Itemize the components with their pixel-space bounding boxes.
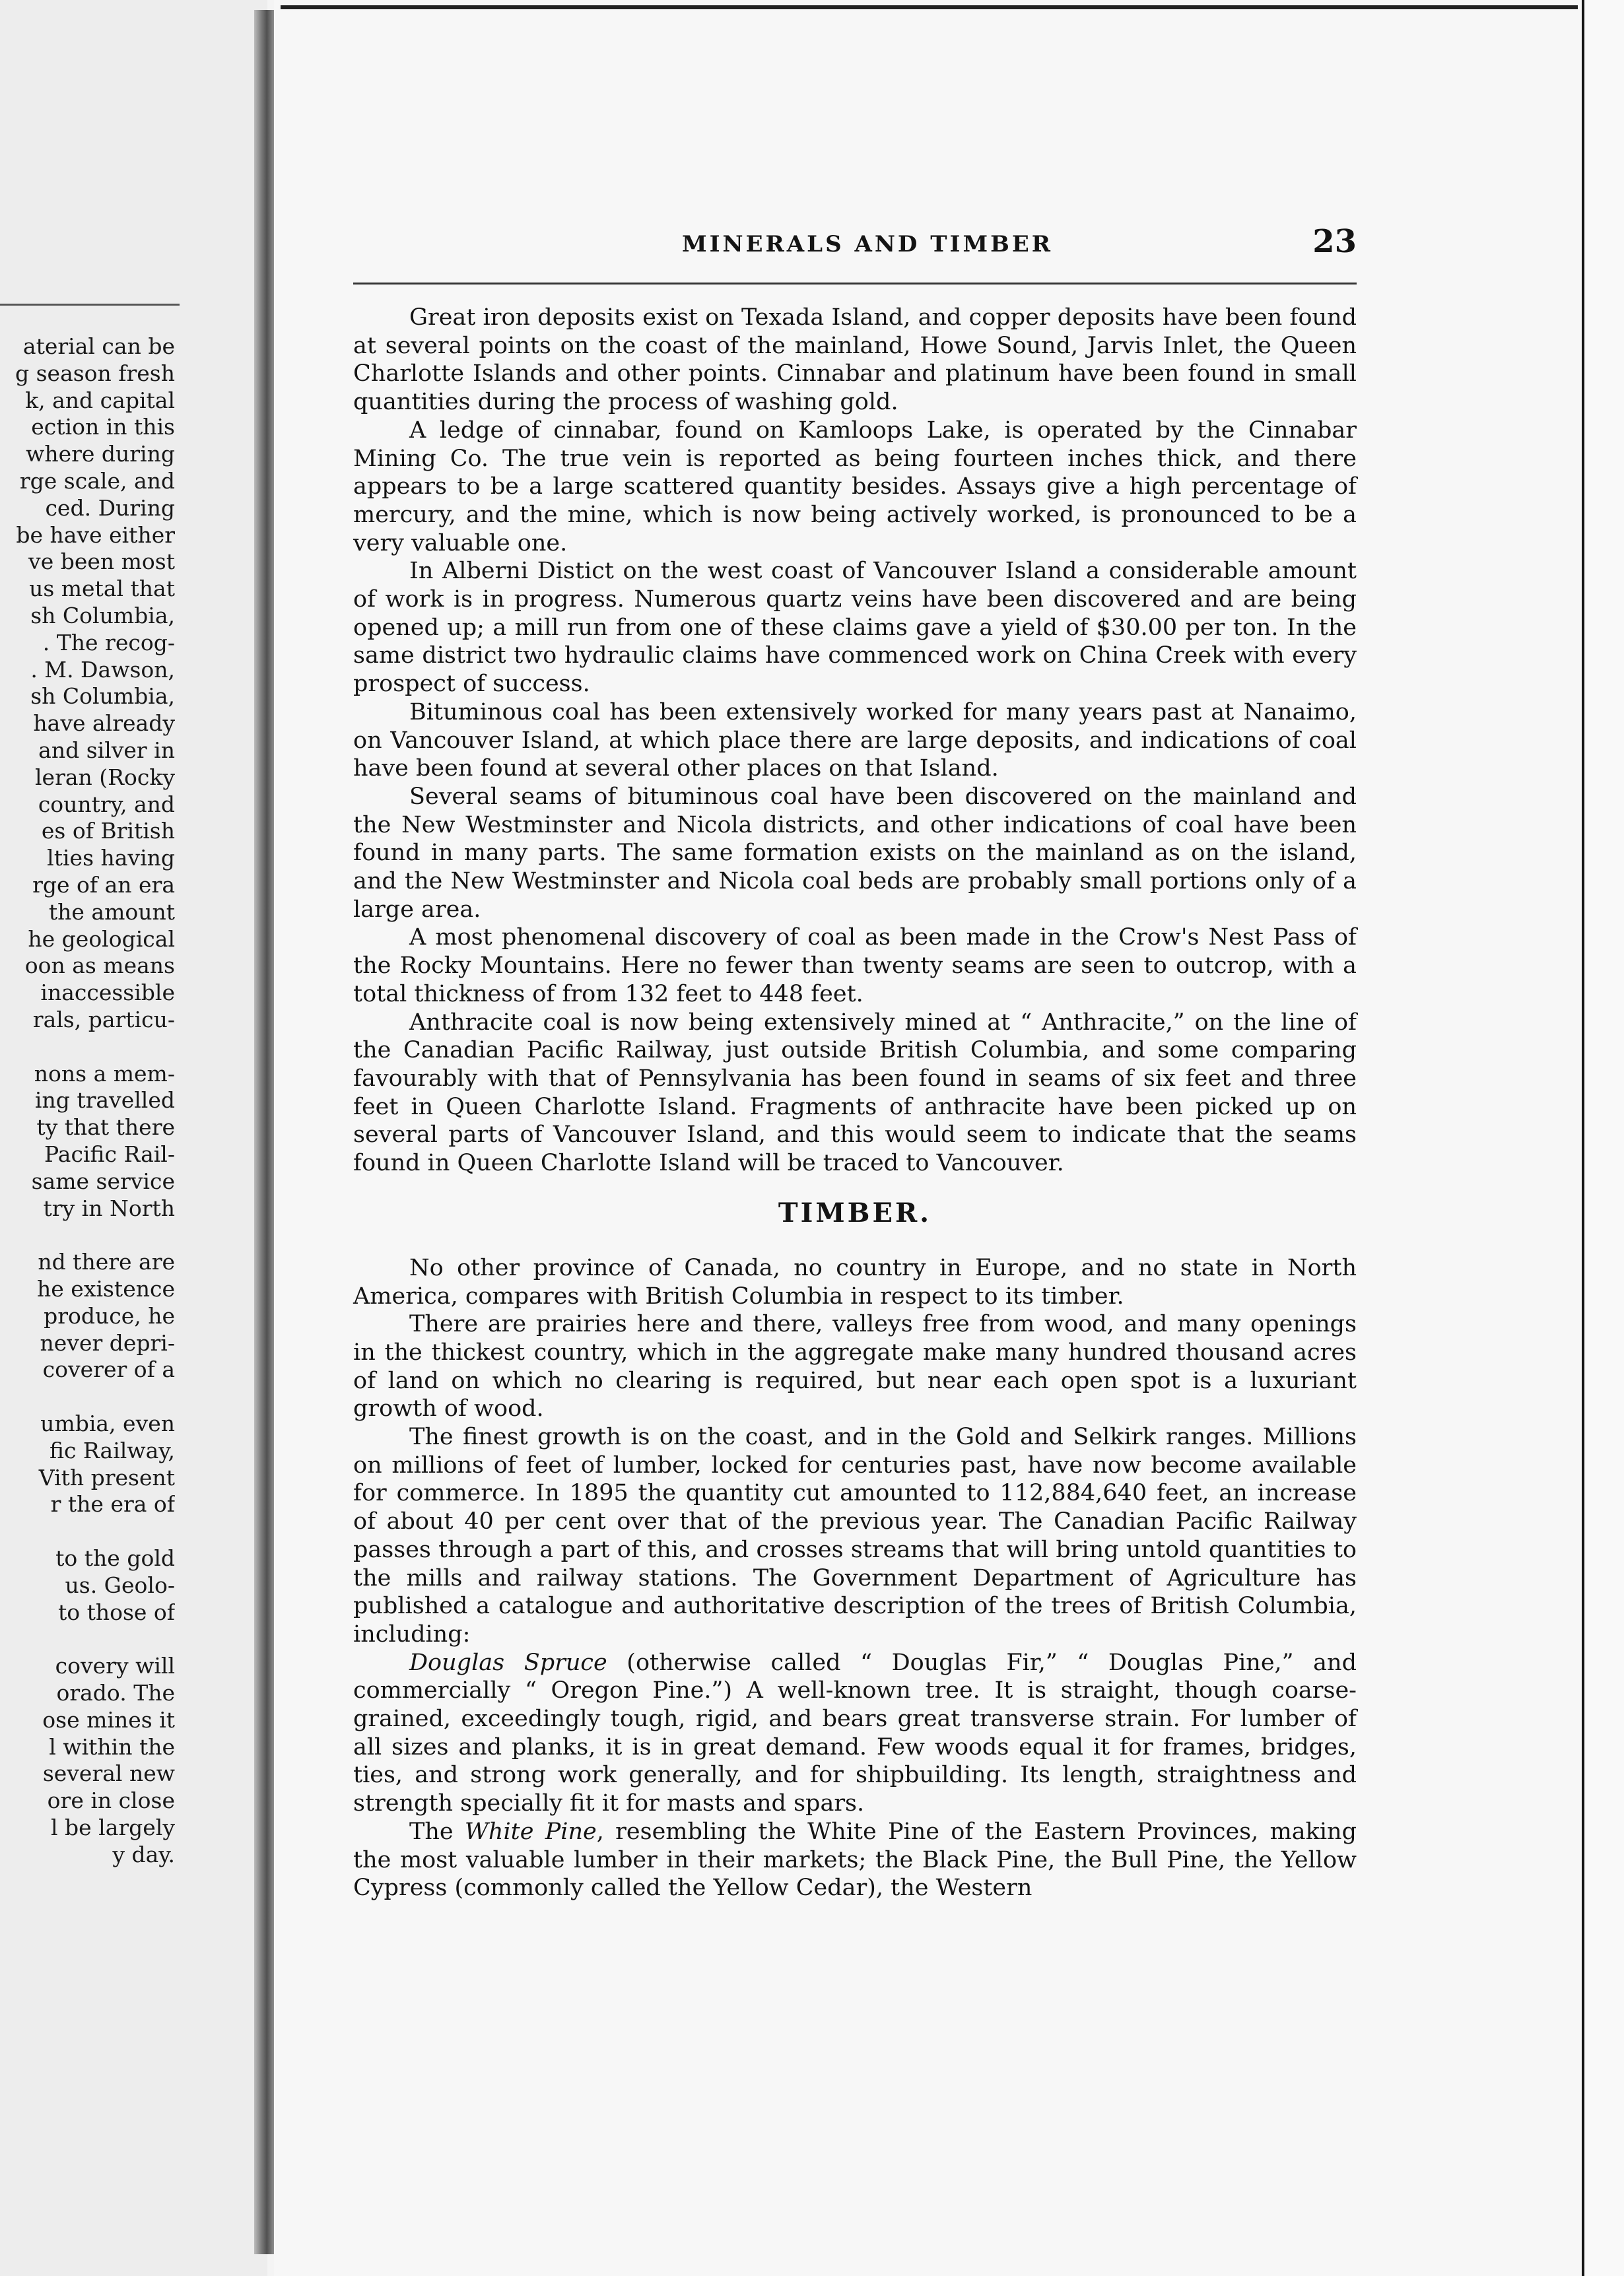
- previous-page-line: Pacific Rail-: [44, 1141, 175, 1167]
- previous-page-line: have already: [33, 710, 175, 737]
- book-gutter: [254, 10, 275, 2254]
- paragraph-bituminous-mainland: Several seams of bituminous coal have been discovered on the mainland and the New Westminster and Nicola districts, and other indications of coal have been found in many parts. The same formation exists on the mainland as on the island, and the New Westminster and Nicola coal beds are probably small portions only of a large area.: [353, 783, 1357, 923]
- previous-page-line: ty that there: [36, 1114, 175, 1141]
- previous-page-line: where during: [26, 441, 175, 467]
- term-douglas-spruce: Douglas Spruce: [409, 1649, 607, 1676]
- previous-page-line: and silver in: [38, 737, 175, 763]
- previous-page-line: lties having: [47, 845, 175, 871]
- paragraph-anthracite: Anthracite coal is now being extensively mined at “ Anthracite,” on the line of the Canadian Pacific Railway, just outside British Columbia, and some comparing favourably with that of Pennsylvania has been found in seams of six feet and three feet in Queen Charlotte Island. Fragments of anthracite have been picked up on several parts of Vancouver Island, and this would seem to indicate that the seams found in Queen Charlotte Island will be traced to Vancouver.: [353, 1009, 1357, 1177]
- previous-page-line: he existence: [37, 1276, 175, 1302]
- paragraph-cinnabar: A ledge of cinnabar, found on Kamloops Lake, is operated by the Cinnabar Mining Co. The true vein is reported as being fourteen inches thick, and there appears to be a large scattered quantity besides. Assays give a high percentage of mercury, and the mine, which is now being actively worked, is pronounced to be a very valuable one.: [353, 417, 1357, 556]
- paragraph-douglas-spruce: [353, 1649, 1357, 1818]
- previous-page-line: coverer of a: [42, 1356, 175, 1383]
- previous-page-line: sh Columbia,: [30, 603, 175, 628]
- previous-page-line: country, and: [38, 791, 175, 817]
- previous-page-line: y day.: [112, 1841, 175, 1867]
- previous-page-line: aterial can be: [22, 333, 175, 359]
- previous-page-line: the amount: [48, 898, 175, 925]
- top-edge-rule: [281, 5, 1578, 9]
- paragraph-white-pine: [353, 1818, 1357, 1902]
- previous-page-line: ve been most: [28, 549, 175, 575]
- running-title: MINERALS AND TIMBER: [682, 231, 1053, 257]
- right-page-edge: [1582, 0, 1624, 2276]
- previous-page-line: ing travelled: [34, 1087, 175, 1114]
- term-white-pine: White Pine: [464, 1818, 597, 1845]
- previous-page-line: orado. The: [56, 1680, 175, 1706]
- previous-page-line: produce, he: [44, 1302, 175, 1329]
- previous-page-line: try in North: [43, 1195, 175, 1221]
- previous-page-line: Vith present: [38, 1464, 175, 1490]
- paragraph-iron-copper: Great iron deposits exist on Texada Island, and copper deposits have been found at several points on the coast of the mainland, Howe Sound, Jarvis Inlet, the Queen Charlotte Islands and other points. Cinnabar and platinum have been found in small quantities during the process of washing gold.: [353, 304, 1357, 416]
- previous-page-line: he geological: [28, 925, 175, 952]
- paragraph-bituminous-nanaimo: Bituminous coal has been extensively worked for many years past at Nanaimo, on Vancouver Island, at which place there are large deposits, and indications of coal have been found at several other places on that Island.: [353, 698, 1357, 782]
- previous-page-line: covery will: [55, 1653, 175, 1679]
- previous-page-line: leran (Rocky: [35, 764, 175, 790]
- previous-page-line: sh Columbia,: [30, 683, 175, 710]
- previous-page-line: k, and capital: [25, 387, 175, 413]
- body-text: [353, 304, 1357, 1902]
- previous-page-line: ection in this: [31, 414, 175, 440]
- previous-page-line: umbia, even: [40, 1411, 175, 1436]
- header-rule: [353, 283, 1357, 284]
- previous-page-line: same service: [31, 1168, 175, 1194]
- previous-page-line: ced. During: [45, 494, 175, 521]
- previous-page-line: l within the: [49, 1733, 175, 1760]
- white-pine-text: , resembling the White Pine of the Eastern Provinces, making the most valuable lumber in their markets; the Black Pine, the Bull Pine, the Yellow Cypress (commonly called the Yellow Cedar), the Western: [353, 1818, 1357, 1902]
- previous-page-line: us. Geolo-: [65, 1572, 175, 1598]
- previous-page-line: us metal that: [29, 576, 175, 602]
- paragraph-timber-intro: No other province of Canada, no country in Europe, and no state in North America, compares with British Columbia in respect to its timber.: [353, 1254, 1357, 1310]
- previous-page-column: [0, 0, 175, 2276]
- page-number: 23: [1312, 223, 1357, 260]
- previous-page-line: . M. Dawson,: [30, 656, 175, 683]
- previous-page-line: to those of: [57, 1599, 175, 1625]
- previous-page-line: nd there are: [38, 1249, 175, 1275]
- previous-page-line: inaccessible: [40, 980, 175, 1006]
- douglas-spruce-text: (otherwise called “ Douglas Fir,” “ Douglas Pine,” and commercially “ Oregon Pine.”) A well-known tree. It is straight, though coarse-grained, exceedingly tough, rigid, and bears great transverse strain. For lumber of all sizes and planks, it is in great demand. Few woods equal it for frames, bridges, ties, and strong work generally, and for shipbuilding. Its length, straightness and strength specially fit it for masts and spars.: [353, 1649, 1357, 1817]
- previous-page-line: . The recog-: [42, 629, 175, 655]
- previous-page-line: g season fresh: [15, 360, 175, 386]
- previous-page-line: rge scale, and: [19, 468, 175, 494]
- paragraph-crows-nest: A most phenomenal discovery of coal as been made in the Crow's Nest Pass of the Rocky Mountains. Here no fewer than twenty seams are seen to outcrop, with a total thickness of from 132 feet to 448 feet.: [353, 924, 1357, 1007]
- previous-page-line: l be largely: [50, 1815, 175, 1840]
- previous-page-line: to the gold: [55, 1545, 175, 1571]
- previous-page-line: oon as means: [24, 953, 175, 979]
- previous-page-line: nons a mem-: [34, 1060, 175, 1087]
- paragraph-alberni: In Alberni Distict on the west coast of Vancouver Island a considerable amount of work is in progress. Numerous quartz veins have been discovered and are being opened up; a mill run from one of these claims gave a yield of $30.00 per ton. In the same district two hydraulic claims have commenced work on China Creek with every prospect of success.: [353, 558, 1357, 698]
- paragraph-prairies: There are prairies here and there, valleys free from wood, and many openings in the thickest country, which in the aggregate make many hundred thousand acres of land on which no clearing is required, but near each open spot is a luxuriant growth of wood.: [353, 1311, 1357, 1422]
- previous-page-line: be have either: [16, 521, 175, 548]
- previous-page-line: ose mines it: [42, 1706, 175, 1733]
- section-title-timber: TIMBER.: [778, 1197, 932, 1228]
- previous-page-line: ore in close: [47, 1788, 175, 1814]
- previous-page-rule: [0, 304, 180, 306]
- previous-page-line: fic Railway,: [49, 1437, 175, 1463]
- previous-page-line: several new: [42, 1760, 175, 1787]
- paragraph-finest-growth: The finest growth is on the coast, and in the Gold and Selkirk ranges. Millions on millions of feet of lumber, locked for centuries past, have now become available for commerce. In 1895 the quantity cut amounted to 112,884,640 feet, an increase of about 40 per cent over that of the previous year. The Canadian Pacific Railway passes through a part of this, and crosses streams that will bring untold quantities to the mills and railway stations. The Government Department of Agriculture has published a catalogue and authoritative description of the trees of British Columbia, including:: [353, 1424, 1357, 1648]
- previous-page-line: rge of an era: [32, 872, 175, 898]
- previous-page-line: es of British: [41, 818, 175, 844]
- previous-page-line: never depri-: [40, 1329, 175, 1356]
- white-pine-lead: The: [409, 1818, 465, 1845]
- previous-page-line: r the era of: [50, 1491, 175, 1518]
- previous-page-line: rals, particu-: [32, 1007, 175, 1032]
